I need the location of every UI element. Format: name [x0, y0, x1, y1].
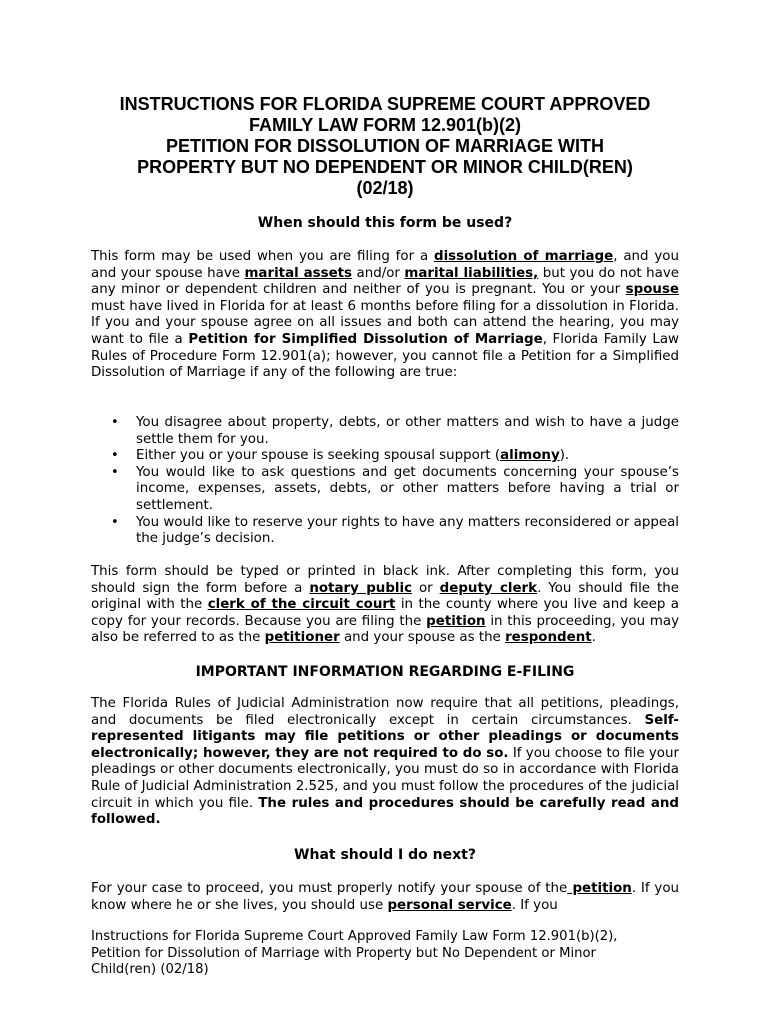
list-item: [91, 415, 679, 448]
text: , and you and your spouse have: [91, 249, 679, 281]
footer-line: Petition for Dissolution of Marriage with Property but No Dependent or Minor: [91, 945, 596, 961]
bullet-icon: •: [111, 448, 119, 464]
text: For your case to proceed, you must properly notify your spouse of the: [91, 881, 568, 896]
link-spouse[interactable]: spouse: [625, 282, 679, 298]
text: in this proceeding, you may also be referred to as the: [91, 613, 679, 646]
text: and your spouse as the: [339, 630, 506, 646]
bold-rules-procedures: The rules and procedures should be carefully read and followed.: [91, 795, 679, 828]
link-dissolution-of-marriage[interactable]: dissolution of marriage: [434, 249, 614, 264]
text: This form may be used when you are filing for a: [91, 249, 434, 264]
link-respondent[interactable]: respondent: [505, 630, 592, 646]
link-alimony[interactable]: alimony: [500, 448, 560, 464]
text: . If you know where he or she lives, you should use: [91, 881, 680, 913]
text: You would like to ask questions and get documents concerning your spouse’s income, expenses, assets, debts, or other matters before having a trial or settlement.: [136, 464, 679, 513]
section-heading-efiling: IMPORTANT INFORMATION REGARDING E-FILING: [195, 664, 575, 680]
text: You would like to reserve your rights to have any matters reconsidered or appeal the judge’s decision.: [136, 514, 679, 547]
title-line: INSTRUCTIONS FOR FLORIDA SUPREME COURT APPROVED: [119, 94, 651, 114]
text: You disagree about property, debts, or other matters and wish to have a judge settle them for you.: [136, 415, 679, 447]
text: This form should be typed or printed in black ink. After completing this form, you should sign the form before a: [91, 564, 679, 596]
bold-form-name: Petition for Simplified Dissolution of Marriage: [188, 331, 543, 347]
paragraph-next-steps: [91, 881, 679, 914]
link-marital-assets[interactable]: marital assets: [244, 265, 353, 281]
paragraph-when-used: [91, 249, 679, 382]
text: , Florida Family Law Rules of Procedure Form 12.901(a); however, you cannot file a Petition for a Simplified Dissolution of Marriage if any of the following are true:: [91, 331, 679, 381]
text: ).: [559, 448, 570, 464]
text: . You should file the original with the: [91, 580, 679, 613]
title-line: FAMILY LAW FORM 12.901(b)(2): [248, 115, 522, 135]
link-petition-next[interactable]: petition: [567, 881, 632, 896]
link-deputy-clerk[interactable]: deputy clerk: [439, 580, 538, 596]
conditions-list: [91, 415, 679, 548]
link-personal-service[interactable]: personal service: [387, 897, 512, 913]
title-line: PETITION FOR DISSOLUTION OF MARRIAGE WITH: [166, 136, 604, 156]
list-item: [91, 515, 679, 548]
title-line: (02/18): [356, 178, 414, 198]
bullet-icon: •: [111, 514, 119, 530]
document-title: [60, 94, 710, 199]
page-footer: [91, 929, 691, 979]
footer-line: Child(ren) (02/18): [91, 962, 209, 978]
text: but you do not have any minor or dependent children and neither of you is pregnant. You or your: [91, 265, 679, 298]
list-item: [91, 465, 679, 515]
bullet-icon: •: [111, 415, 119, 430]
text: .: [591, 630, 596, 646]
text: and/or: [352, 265, 405, 281]
text: The Florida Rules of Judicial Administration now require that all petitions, pleadings, and documents be filed electronically except in certain circumstances.: [91, 696, 679, 728]
text: If you choose to file your pleadings or other documents electronically, you must do so in accordance with Florida Rule of Judicial Administration 2.525, and you must follow the procedures of the judicial circuit in which you file.: [91, 745, 679, 811]
text: or: [412, 580, 440, 596]
link-petition[interactable]: petition: [426, 613, 486, 629]
paragraph-efiling: [91, 696, 679, 829]
section-heading-when: When should this form be used?: [257, 215, 513, 231]
link-marital-liabilities[interactable]: marital liabilities,: [404, 265, 539, 281]
text: must have lived in Florida for at least 6 months before filing for a dissolution in Florida. If you and your spouse agree on all issues and both can attend the hearing, you may want to file a: [91, 298, 679, 347]
bold-self-represented: Self-represented litigants may file petitions or other pleadings or documents electronically; however, they are not required to do so.: [91, 712, 679, 761]
link-notary-public[interactable]: notary public: [309, 580, 413, 596]
list-item: [91, 448, 679, 465]
text: Either you or your spouse is seeking spousal support (: [136, 448, 501, 464]
link-petitioner[interactable]: petitioner: [264, 630, 340, 646]
footer-line: Instructions for Florida Supreme Court Approved Family Law Form 12.901(b)(2),: [91, 929, 618, 944]
link-clerk-of-circuit-court[interactable]: clerk of the circuit court: [207, 597, 396, 613]
title-line: PROPERTY BUT NO DEPENDENT OR MINOR CHILD(REN): [137, 157, 633, 177]
paragraph-ink-notary: [91, 564, 679, 647]
text: . If you: [511, 897, 558, 913]
section-heading-next: What should I do next?: [294, 847, 476, 863]
bullet-icon: •: [111, 464, 119, 480]
text: in the county where you live and keep a copy for your records. Because you are filing the: [91, 597, 680, 629]
